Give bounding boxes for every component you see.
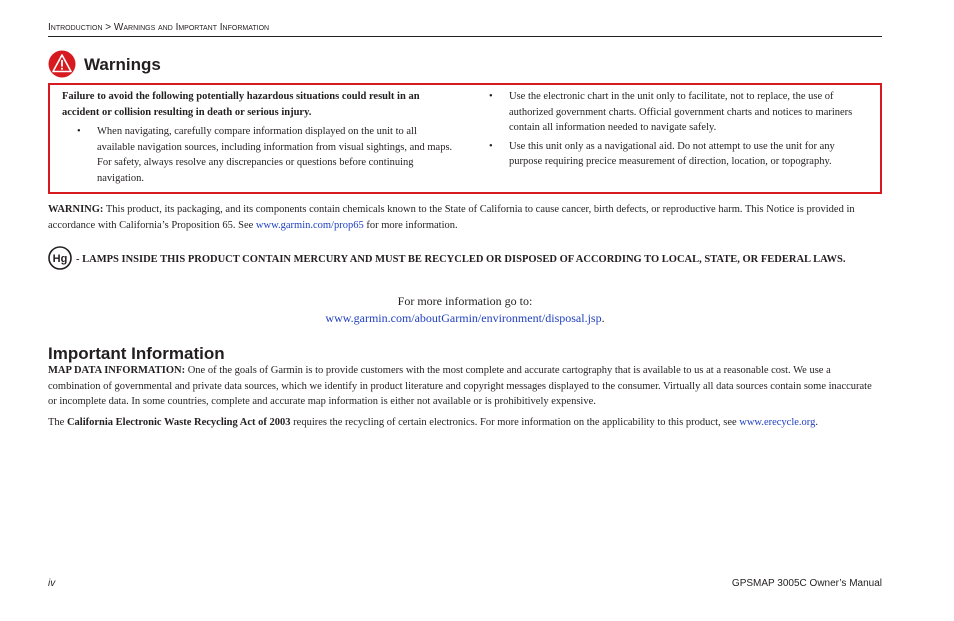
manual-title: GPSMAP 3005C Owner’s Manual (731, 578, 882, 589)
map-data-paragraph (48, 363, 882, 410)
warning-box-left-column (62, 89, 457, 188)
warning-box-right-column (488, 89, 863, 173)
more-info-block (48, 293, 882, 327)
breadcrumb-separator: > (105, 22, 112, 33)
mercury-icon (48, 246, 72, 270)
list-item: • Use this unit only as a navigational aid. Do not attempt to use the unit for any purpose requiring precice measurement of direction, location, or topography. (488, 139, 863, 170)
prop65-link[interactable]: www.garmin.com/prop65 (255, 219, 364, 231)
breadcrumb (48, 22, 269, 33)
prop65-text: This product, its packaging, and its components contain chemicals known to the State of California to cause cancer, birth defects, or reproductive harm. This Notice is provided in accordance with California’s Proposition 65. See (48, 204, 855, 231)
warning-left-list (62, 124, 457, 186)
warnings-title: Warnings (84, 55, 161, 74)
warning-right-list (488, 89, 863, 170)
map-data-text: One of the goals of Garmin is to provide customers with the most complete and accurate cartography that is available to us at a reasonable cost. We use a combination of governmental and private data sources, which we identify in product literature and copyright messages displayed to the consumer. Virtually all data sources contain some inaccurate or incomplete data. In some countries, complete and accurate map information is either not available or is prohibitively expensive. (48, 365, 872, 407)
map-data-label: MAP DATA INFORMATION: (48, 365, 186, 376)
recycling-act: California Electronic Waste Recycling Act of 2003 (66, 417, 291, 428)
recycling-paragraph (48, 415, 882, 431)
warning-lead: Failure to avoid the following potentially hazardous situations could result in an accident or collision resulting in death or serious injury. (62, 91, 420, 118)
prop65-label: WARNING: (48, 204, 104, 215)
breadcrumb-section[interactable]: Introduction (48, 22, 103, 33)
mercury-notice: - LAMPS INSIDE THIS PRODUCT CONTAIN MERCURY AND MUST BE RECYCLED OR DISPOSED OF ACCORDING TO LOCAL, STATE, OR FEDERAL LAWS. (76, 254, 846, 265)
page-number: iv (48, 578, 56, 589)
prop65-paragraph (48, 202, 882, 233)
important-title: Important Information (48, 344, 225, 363)
warning-icon (48, 50, 76, 78)
breadcrumb-page: Warnings and Important Information (113, 22, 270, 33)
list-item: • When navigating, carefully compare information displayed on the unit to all available navigation sources, including information from visual sightings, and maps. For safety, always resolve any discrepancies or questions before continuing navigation. (62, 124, 457, 186)
prop65-tail: for more information. (366, 219, 458, 231)
recycling-text: requires the recycling of certain electronics. For more information on the applicability to this product, see (293, 417, 737, 428)
recycling-pre: The (48, 417, 65, 428)
mercury-icon-label: Hg (52, 253, 68, 265)
list-item: • Use the electronic chart in the unit only to facilitate, not to replace, the use of authorized government charts. Official government charts and notices to mariners contain all information needed to navigate safely. (488, 89, 863, 136)
header-rule (48, 36, 882, 37)
more-info-link-line (48, 310, 882, 327)
more-info-text: For more information go to: (397, 294, 533, 308)
erecycle-link[interactable]: www.erecycle.org (739, 417, 816, 428)
disposal-link[interactable]: www.garmin.com/aboutGarmin/environment/disposal.jsp (325, 311, 602, 325)
recycling-tail: . (815, 417, 818, 428)
more-info-tail: . (601, 311, 605, 325)
